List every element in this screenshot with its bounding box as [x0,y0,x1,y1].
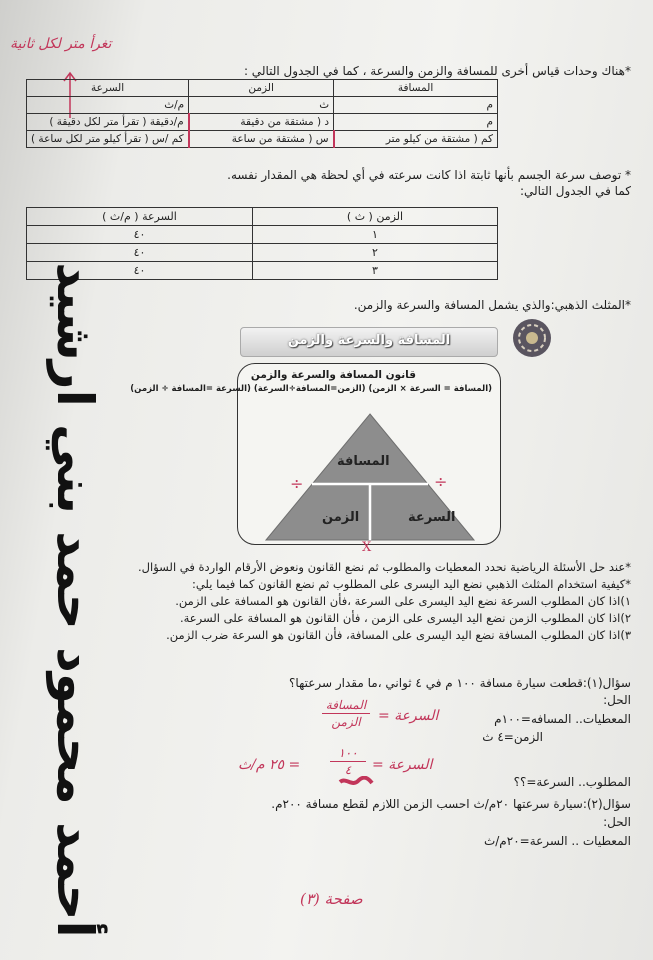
triangle-top-label: المسافة [337,454,390,469]
q2-solution-label: الحل: [603,815,631,829]
table-row [27,97,498,114]
table-row [27,80,498,97]
q1-required: المطلوب.. السرعة=؟؟ [513,775,631,789]
author-name-vertical [20,262,130,938]
hand-law-numerator: المسافة [325,698,367,712]
q1-solution-label: الحل: [603,693,631,707]
table-cell: س ( مشتقة من ساعة [189,131,334,148]
table-cell: ٤٠ [27,244,253,262]
units-table [26,79,498,148]
hand-law-fraction [322,698,370,729]
q1-givens: المعطيات.. المسافه=١٠٠م [494,712,631,726]
table-row [27,244,498,262]
instruction-2: *كيفية استخدام المثلث الذهبي نضع اليد اليسرى على المطلوب ثم نضع القانون كما فيما يلي: [191,577,631,591]
intro-line: *هناك وحدات قياس أخرى للمسافة والزمن والسرعة ، كما في الجدول التالي : [243,64,631,78]
table-cell: م/دقيقة ( تقرأ متر لكل دقيقة ) [27,114,189,131]
units-header-time: الزمن [189,80,334,97]
instruction-1: *عند حل الأسئلة الرياضية نحدد المعطيات والمطلوب ثم نضع القانون ونعوض الأرقام الواردة في السؤال. [138,560,631,574]
scribble-mark [338,776,374,788]
table-row [27,208,498,226]
handwritten-header-note: تغرأ متر لكل ثانية [10,36,112,52]
instruction-3: ١)اذا كان المطلوب السرعة نضع اليد اليسرى على السرعة ،فأن القانون هو المسافة على الزمن. [175,594,631,608]
page-number: صفحة (٣) [300,890,363,908]
divide-mark-right: ÷ [434,472,448,491]
speed-header-time: الزمن ( ث ) [253,208,498,226]
table-row [27,226,498,244]
table-cell: ١ [253,226,498,244]
hand-calc-numerator: ١٠٠ [338,746,358,760]
hand-calc-denominator: ٤ [344,763,352,777]
table-cell: كم ( مشتقة من كيلو متر [334,131,498,148]
topic-banner [240,327,498,357]
golden-triangle-diagram [130,363,501,545]
table-cell: م [334,97,498,114]
golden-triangle-line: *المثلث الذهبي:والذي يشمل المسافة والسرعة والزمن. [353,298,631,312]
fraction-line [322,713,370,714]
speed-header-speed: السرعة ( م/ث ) [27,208,253,226]
table-row [27,114,498,131]
table-cell: ٣ [253,262,498,280]
constant-speed-line2: كما في الجدول التالي: [519,184,631,198]
table-cell: م/ث [27,97,189,114]
table-row [27,131,498,148]
instruction-5: ٣)اذا كان المطلوب المسافة نضع اليد اليسرى على المسافة، فأن القانون هو السرعة ضرب الزمن. [166,628,631,642]
units-header-speed: السرعة [27,80,189,97]
hand-calc-result: = ٢٥ م/ث [238,757,301,773]
flower-icon [512,318,552,358]
table-cell: ث [189,97,334,114]
fraction-line [330,761,366,762]
hand-law-left: السرعة = [378,708,439,724]
table-cell: ٤٠ [27,262,253,280]
hand-calc-fraction [330,746,366,777]
triangle-left-label: الزمن [322,510,360,525]
table-cell: د ( مشتقة من دقيقة [189,114,334,131]
triangle-right-label: السرعة [408,510,456,525]
question-1: سؤال(١):قطعت سيارة مسافة ١٠٠ م في ٤ ثواني ،ما مقدار سرعتها؟ [289,676,631,690]
q2-givens: المعطيات .. السرعة=٢٠م/ث [483,834,631,848]
table-cell: م [334,114,498,131]
hand-law-denominator: الزمن [331,715,361,729]
question-2: سؤال(٢):سيارة سرعتها ٢٠م/ث احسب الزمن اللازم لقطع مسافة ٢٠٠م. [271,797,631,811]
constant-speed-line1: * توصف سرعة الجسم بأنها ثابتة اذا كانت سرعته في أي لحظة هي المقدار نفسه. [227,168,631,182]
diagram-title: قانون المسافة والسرعة والزمن [250,369,416,381]
author-name: أحمد محمود حمد بني ارشيد [46,262,104,938]
table-cell: كم /س ( تقرأ كيلو متر لكل ساعة ) [27,131,189,148]
divide-mark-left: ÷ [290,474,304,493]
q1-time-given: الزمن=٤ ث [482,730,543,744]
units-header-distance: المسافة [334,80,498,97]
banner-title: المسافة والسرعة والزمن [287,333,451,348]
table-cell: ٤٠ [27,226,253,244]
times-mark: X [362,540,372,555]
diagram-formulas: (المسافة = السرعة × الزمن) (الزمن=المسافة÷السرعة) (السرعة =المسافة ÷ الزمن) [130,384,492,394]
instruction-4: ٢)اذا كان المطلوب الزمن نضع اليد اليسرى على الزمن ، فأن القانون هو المسافة على السرعة. [179,611,631,625]
table-cell: ٢ [253,244,498,262]
hand-calc-left: السرعة = [372,757,433,773]
